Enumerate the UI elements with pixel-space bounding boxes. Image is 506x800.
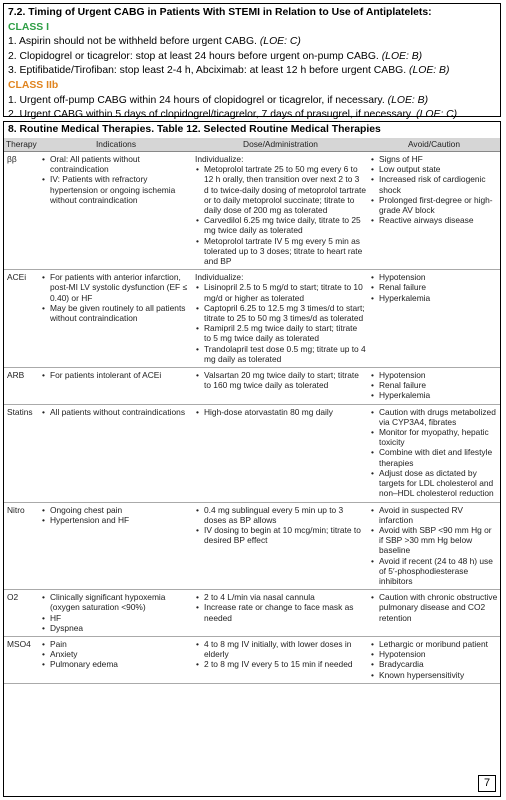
avoid-item: • Hypotension — [370, 649, 498, 659]
table-row — [4, 404, 500, 502]
table-header-row — [4, 138, 500, 152]
dose-cell — [193, 152, 368, 270]
indication-item: • Ongoing chest pain — [41, 505, 191, 515]
therapy-name: O2 — [4, 590, 39, 637]
table-row — [4, 590, 500, 637]
indication-item: • For patients with anterior infarction, post-MI LV systolic dysfunction (EF ≤ 0.40) or HF — [41, 272, 191, 303]
indication-item: • May be given routinely to all patients without contraindication — [41, 303, 191, 323]
dose-item: • 2 to 8 mg IV every 5 to 15 min if needed — [195, 659, 366, 669]
indication-item: • Pulmonary edema — [41, 659, 191, 669]
loe-label: (LOE: B) — [381, 50, 423, 62]
dose-intro: Individualize: — [195, 272, 244, 283]
indication-item: • Anxiety — [41, 649, 191, 659]
dose-item: • Trandolapril test dose 0.5 mg; titrate up to 4 mg daily as tolerated — [195, 344, 366, 364]
avoid-item: • Bradycardia — [370, 659, 498, 669]
dose-item: • Carvedilol 6.25 mg twice daily, titrate to 25 mg twice daily as tolerated — [195, 215, 366, 235]
indication-item-list — [41, 592, 191, 633]
therapy-name: ARB — [4, 368, 39, 405]
dose-item: • Metoprolol tartrate IV 5 mg every 5 min as tolerated up to 3 doses; titrate to heart rate and BP — [195, 236, 366, 267]
loe-label: (LOE: B) — [387, 94, 429, 106]
indications-cell — [39, 270, 193, 368]
table-row — [4, 368, 500, 405]
avoid-item-list — [370, 272, 498, 303]
indications-cell — [39, 404, 193, 502]
indication-item: • Pain — [41, 639, 191, 649]
dose-item: • IV dosing to begin at 10 mcg/min; titrate to desired BP effect — [195, 525, 366, 545]
avoid-item: • Signs of HF — [370, 154, 498, 164]
dose-cell — [193, 636, 368, 683]
indication-item-list — [41, 370, 191, 380]
column-header: Dose/Administration — [193, 138, 368, 152]
indications-cell — [39, 368, 193, 405]
avoid-item: • Hypotension — [370, 272, 498, 282]
therapy-name: Nitro — [4, 502, 39, 590]
avoid-item-list — [370, 505, 498, 587]
dose-cell — [193, 368, 368, 405]
therapy-name: ββ — [4, 152, 39, 270]
dose-intro: Individualize: — [195, 154, 244, 164]
therapy-table — [4, 138, 500, 684]
avoid-item: • Increased risk of cardiogenic shock — [370, 174, 498, 194]
avoid-item: • Reactive airways disease — [370, 215, 498, 225]
avoid-cell — [368, 152, 500, 270]
dose-item: • Captopril 6.25 to 12.5 mg 3 times/d to start; titrate to 25 to 50 mg 3 times/d as tolerated — [195, 303, 366, 323]
dose-item: • Valsartan 20 mg twice daily to start; titrate to 160 mg twice daily as tolerated — [195, 370, 366, 390]
table-row — [4, 152, 500, 270]
avoid-cell — [368, 270, 500, 368]
dose-cell — [193, 502, 368, 590]
dose-item: • 0.4 mg sublingual every 5 min up to 3 doses as BP allows — [195, 505, 366, 525]
class-2b-item — [8, 94, 496, 109]
avoid-item: • Low output state — [370, 164, 498, 174]
indications-cell — [39, 636, 193, 683]
avoid-item: • Renal failure — [370, 282, 498, 292]
therapy-table-wrap — [4, 138, 500, 796]
avoid-cell — [368, 636, 500, 683]
avoid-item: • Hypotension — [370, 370, 498, 380]
indication-item-list — [41, 639, 191, 670]
class-2b-list — [8, 94, 496, 123]
indications-cell — [39, 502, 193, 590]
avoid-item: • Hyperkalemia — [370, 293, 498, 303]
avoid-item: • Monitor for myopathy, hepatic toxicity — [370, 427, 498, 447]
avoid-item: • Prolonged first-degree or high-grade AV block — [370, 195, 498, 215]
therapy-name: ACEi — [4, 270, 39, 368]
dose-item-list — [195, 282, 366, 364]
indication-item: • All patients without contraindications — [41, 407, 191, 417]
avoid-item: • Caution with chronic obstructive pulmonary disease and CO2 retention — [370, 592, 498, 623]
avoid-item-list — [370, 592, 498, 623]
dose-cell — [193, 404, 368, 502]
avoid-cell — [368, 368, 500, 405]
dose-item-list — [195, 505, 366, 546]
column-header: Therapy — [4, 138, 39, 152]
dose-item-list — [195, 164, 366, 266]
class-1-item — [8, 50, 496, 65]
loe-label: (LOE: C) — [259, 36, 301, 48]
page-number: 7 — [478, 775, 496, 792]
dose-item-list — [195, 639, 366, 670]
table-row — [4, 636, 500, 683]
avoid-item: • Adjust dose as dictated by targets for LDL cholesterol and non–HDL cholesterol reduction — [370, 468, 498, 499]
dose-item: • High-dose atorvastatin 80 mg daily — [195, 407, 366, 417]
dose-item-list — [195, 407, 366, 417]
dose-item: • 2 to 4 L/min via nasal cannula — [195, 592, 366, 602]
avoid-item: • Combine with diet and lifestyle therapies — [370, 447, 498, 467]
section-7-2-title: 7.2. Timing of Urgent CABG in Patients With STEMI in Relation to Use of Antiplatelets: — [8, 7, 432, 18]
section-7-2-box — [3, 3, 501, 121]
indication-item: • Oral: All patients without contraindication — [41, 154, 191, 174]
avoid-cell — [368, 502, 500, 590]
avoid-item: • Known hypersensitivity — [370, 670, 498, 680]
avoid-item-list — [370, 407, 498, 499]
class-1-label: CLASS I — [8, 21, 49, 33]
table-body — [4, 152, 500, 684]
section-8-box — [3, 121, 501, 797]
indication-item: • HF — [41, 613, 191, 623]
recommendation-text: 1. Urgent off-pump CABG within 24 hours of clopidogrel or ticagrelor, if necessary. — [8, 94, 388, 106]
dose-item: • Metoprolol tartrate 25 to 50 mg every 6 to 12 h orally, then transition over next 2 to 3 d to twice-daily dosing of metoprolol tartrate or to daily metoprolol succinate; titrate to daily dose of 200 mg as tolerated — [195, 164, 366, 215]
indication-item: • Clinically significant hypoxemia (oxygen saturation <90%) — [41, 592, 191, 612]
indication-item-list — [41, 154, 191, 205]
avoid-item-list — [370, 154, 498, 225]
loe-label: (LOE: C) — [416, 109, 458, 121]
section-8-title: 8. Routine Medical Therapies. Table 12. Selected Routine Medical Therapies — [8, 124, 381, 135]
indications-cell — [39, 152, 193, 270]
recommendation-text: 2. Clopidogrel or ticagrelor: stop at least 24 hours before urgent on-pump CABG. — [8, 50, 382, 62]
indication-item: • Dyspnea — [41, 623, 191, 633]
indications-cell — [39, 590, 193, 637]
avoid-cell — [368, 590, 500, 637]
recommendation-text: 1. Aspirin should not be withheld before urgent CABG. — [8, 36, 260, 48]
dose-item-list — [195, 592, 366, 623]
dose-cell — [193, 590, 368, 637]
avoid-item: • Caution with drugs metabolized via CYP3A4, fibrates — [370, 407, 498, 427]
column-header: Avoid/Caution — [368, 138, 500, 152]
avoid-item: • Renal failure — [370, 380, 498, 390]
class-1-list — [8, 35, 496, 79]
dose-item: • Increase rate or change to face mask as needed — [195, 602, 366, 622]
loe-label: (LOE: B) — [409, 65, 450, 77]
indication-item: • Hypertension and HF — [41, 515, 191, 525]
class-1-item — [8, 35, 496, 50]
indication-item: • For patients intolerant of ACEi — [41, 370, 191, 380]
avoid-item-list — [370, 639, 498, 680]
dose-cell — [193, 270, 368, 368]
dose-item: • 4 to 8 mg IV initially, with lower doses in elderly — [195, 639, 366, 659]
avoid-item: • Avoid with SBP <90 mm Hg or if SBP >30 mm Hg below baseline — [370, 525, 498, 556]
indication-item-list — [41, 407, 191, 417]
column-header: Indications — [39, 138, 193, 152]
dose-item-list — [195, 370, 366, 390]
indication-item-list — [41, 272, 191, 323]
indication-item-list — [41, 505, 191, 525]
avoid-item: • Avoid if recent (24 to 48 h) use of 5′-phosphodiesterase inhibitors — [370, 556, 498, 587]
avoid-cell — [368, 404, 500, 502]
avoid-item: • Avoid in suspected RV infarction — [370, 505, 498, 525]
class-2b-label: CLASS IIb — [8, 79, 59, 91]
therapy-name: Statins — [4, 404, 39, 502]
recommendation-text: 2. Urgent CABG within 5 days of clopidogrel/ticagrelor, 7 days of prasugrel, if necessary. — [8, 109, 417, 121]
avoid-item: • Lethargic or moribund patient — [370, 639, 498, 649]
avoid-item: • Hyperkalemia — [370, 390, 498, 400]
dose-item: • Ramipril 2.5 mg twice daily to start; titrate to 5 mg twice daily as tolerated — [195, 323, 366, 343]
table-row — [4, 502, 500, 590]
therapy-name: MSO4 — [4, 636, 39, 683]
avoid-item-list — [370, 370, 498, 401]
indication-item: • IV: Patients with refractory hypertension or ongoing ischemia without contraindication — [41, 174, 191, 205]
class-1-item — [8, 64, 496, 79]
dose-item: • Lisinopril 2.5 to 5 mg/d to start; titrate to 10 mg/d or higher as tolerated — [195, 282, 366, 302]
recommendation-text: 3. Eptifibatide/Tirofiban: stop least 2-4 h, Abciximab: at least 12 h before urgent CABG. — [8, 65, 410, 77]
table-row — [4, 270, 500, 368]
